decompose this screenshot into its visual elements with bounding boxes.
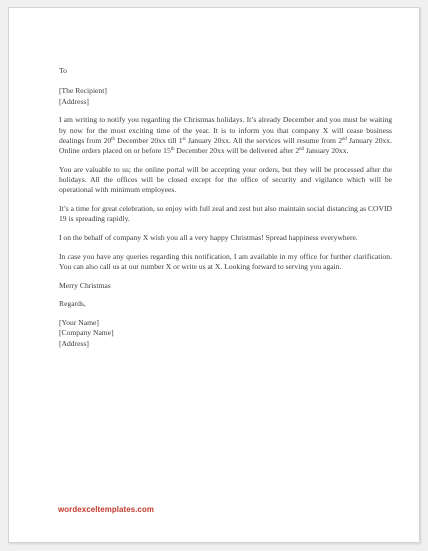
paragraph-closure-dates [59, 115, 392, 156]
paragraph-queries: In case you have any queries regarding this notification, I am available in my office for further clarification. You can also call us at our number X or write us at X. Looking forward to serving you again. [59, 251, 392, 272]
p1-sup-3: nd [342, 136, 347, 142]
p1-sup-1: th [111, 136, 115, 142]
p1-sup-5: nd [299, 147, 304, 153]
letter-body [59, 66, 392, 349]
p1-sup-4: th [170, 147, 175, 153]
p1-text-c: January 20xx. All the services will resume from 2 [185, 135, 342, 145]
p1-text-b: December 20xx till 1 [114, 135, 183, 145]
p1-sup-2: st [182, 136, 186, 142]
closing: Regards, [59, 299, 86, 309]
footer-brand-link[interactable]: wordexceltemplates.com [58, 505, 155, 514]
paragraph-wishes: I on the behalf of company X wish you all a very happy Christmas! Spread happiness everywhere. [59, 233, 358, 243]
p1-text-d: January 20xx. Online orders placed on or before 15 [59, 135, 392, 156]
signature-name: [Your Name] [59, 318, 99, 328]
recipient-name: [The Recipient] [59, 86, 107, 96]
signature-company: [Company Name] [59, 328, 114, 338]
p1-text-a: I am writing to notify you regarding the Christmas holidays. It’s already December and you must be waiting by now for the most exciting time of the year. It is to inform you that company X will cease business dealings from 20 [59, 115, 392, 145]
p1-text-e: December 20xx will be delivered after 2 [174, 146, 300, 156]
paragraph-celebration: It’s a time for great celebration, so enjoy with full zeal and zest but also maintain social distancing as COVID 19 is spreading rapidly. [59, 204, 392, 224]
greeting: Merry Christmas [59, 280, 111, 290]
p1-text-f: January 20xx. [303, 146, 349, 156]
document-page [8, 7, 420, 543]
recipient-address: [Address] [59, 96, 89, 106]
signature-address: [Address] [59, 338, 89, 348]
paragraph-online-portal: You are valuable to us; the online portal will be accepting your orders, but they will be processed after the holidays. All the offices will be closed except for the office of security and vigilance which will be operational with minimum employees. [59, 164, 392, 195]
salutation-to: To [59, 66, 67, 75]
